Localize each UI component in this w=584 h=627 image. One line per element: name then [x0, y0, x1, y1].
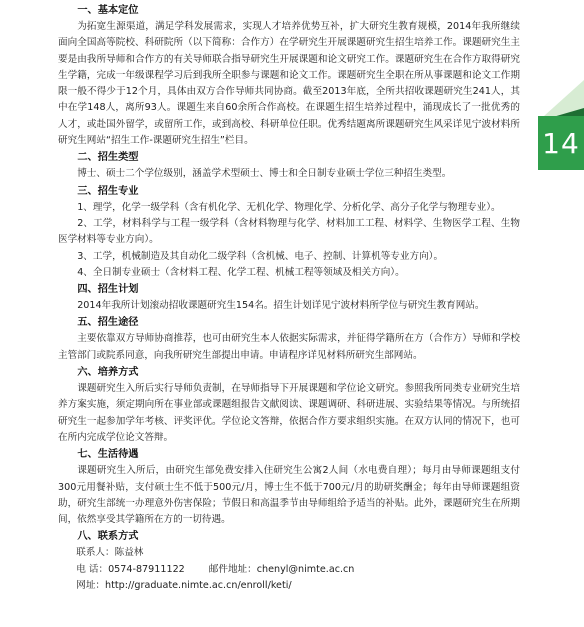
page-number-tab — [538, 116, 584, 170]
contact-person-line — [58, 545, 520, 561]
contact-email[interactable]: 邮件地址：chenyl@nimte.ac.cn — [208, 563, 355, 575]
article-body — [58, 2, 520, 594]
paragraph: 博士、硕士二个学位级别，涵盖学术型硕士、博士和全日制专业硕士学位三种招生类型。 — [77, 168, 452, 180]
paragraph: 2014年我所计划滚动招收课题研究生154名。招生计划详见宁波材料所学位与研究生教育网站。 — [77, 300, 485, 312]
section-heading: 八、联系方式 — [77, 531, 139, 543]
section-heading: 四、招生计划 — [77, 284, 139, 296]
paragraph: 4、全日制专业硕士（含材料工程、化学工程、机械工程等领域及相关方向）。 — [77, 266, 405, 278]
section-heading: 二、招生类型 — [77, 152, 139, 164]
paragraph: 1、理学，化学一级学科（含有机化学、无机化学、物理化学、分析化学、高分子化学与物理专业）。 — [77, 201, 501, 213]
contact-phone-email-line — [58, 562, 520, 578]
paragraph: 3、工学，机械制造及其自动化二级学科（含机械、电子、控制、计算机等专业方向）。 — [77, 250, 444, 262]
contact-website-line — [58, 578, 520, 594]
section-heading: 五、招生途径 — [77, 317, 139, 329]
page-number: 14 — [542, 126, 580, 160]
contact-website[interactable]: 网址：http://graduate.nimte.ac.cn/enroll/keti/ — [76, 580, 292, 592]
section-heading: 一、基本定位 — [77, 5, 139, 16]
section-heading: 六、培养方式 — [77, 367, 139, 379]
section-heading: 七、生活待遇 — [77, 449, 139, 461]
paragraph: 课题研究生入所后实行导师负责制，在导师指导下开展课题和学位论文研究。参照我所同类专业研究生培养方案实施，须定期向所在事业部或课题组报告文献阅读、课题调研、科研进展、实验结果等情况。与所统招研究生一起参加学年考核、评奖评优。学位论文答辩，依据合作方要求组织实施。在双方认同的情况下，也可在所内完成学位论文答辩。 — [58, 383, 520, 443]
contact-phone: 电 话：0574-87911122 — [76, 563, 185, 575]
contact-person: 联系人：陈益林 — [76, 547, 144, 559]
paragraph: 主要依靠双方导师协商推荐，也可由研究生本人依据实际需求，并征得学籍所在方（合作方）导师和学校主管部门或院系同意，向我所研究生部提出申请。申请程序详见材料所研究生部网站。 — [58, 333, 520, 361]
paragraph: 2、工学，材料科学与工程一级学科（含材料物理与化学、材料加工工程、材料学、生物医学工程、生物医学材料等专业方向）。 — [58, 217, 520, 246]
paragraph: 为拓宽生源渠道，满足学科发展需求，实现人才培养优势互补，扩大研究生教育规模，2014年我所继续面向全国高等院校、科研院所（以下简称：合作方）在学研究生开展课题研究生招生培养工作。课题研究生主要是由我所导师和合作方的有关导师联合指导研究生开展课题和论文研究工作。课题研究生在合作方取得研究生学籍，完成一年级课程学习后到我所全职参与课题和论文工作。课题研究生全职在所从事课题和论文工作期限一般不得少于12个月，具体由双方合作导师共同协商。截至2013年底，全所共招收课题研究生241人，其中在学148人，离所93人。课题生来自60余所合作高校。在课题生招生培养过程中，涌现成长了一批优秀的人才，或赴国外留学，或留所工作，或到高校、科研单位任职。优秀结题离所课题研究生风采详见宁波材料所研究生网站“招生工作-课题研究生招生”栏目。 — [58, 21, 520, 147]
section-heading: 三、招生专业 — [77, 185, 139, 197]
paragraph: 课题研究生入所后，由研究生部免费安排入住研究生公寓2人间（水电费自理）；每月由导师课题组支付300元用餐补贴，支付硕士生不低于500元/月，博士生不低于700元/月的助研奖酬金；每年由导师课题组资助，研究生部统一办理意外伤害保险；节假日和高温季节由导师组给予适当的补贴。此外，课题研究生在所期间，依然享受其学籍所在方的一切待遇。 — [58, 465, 520, 526]
